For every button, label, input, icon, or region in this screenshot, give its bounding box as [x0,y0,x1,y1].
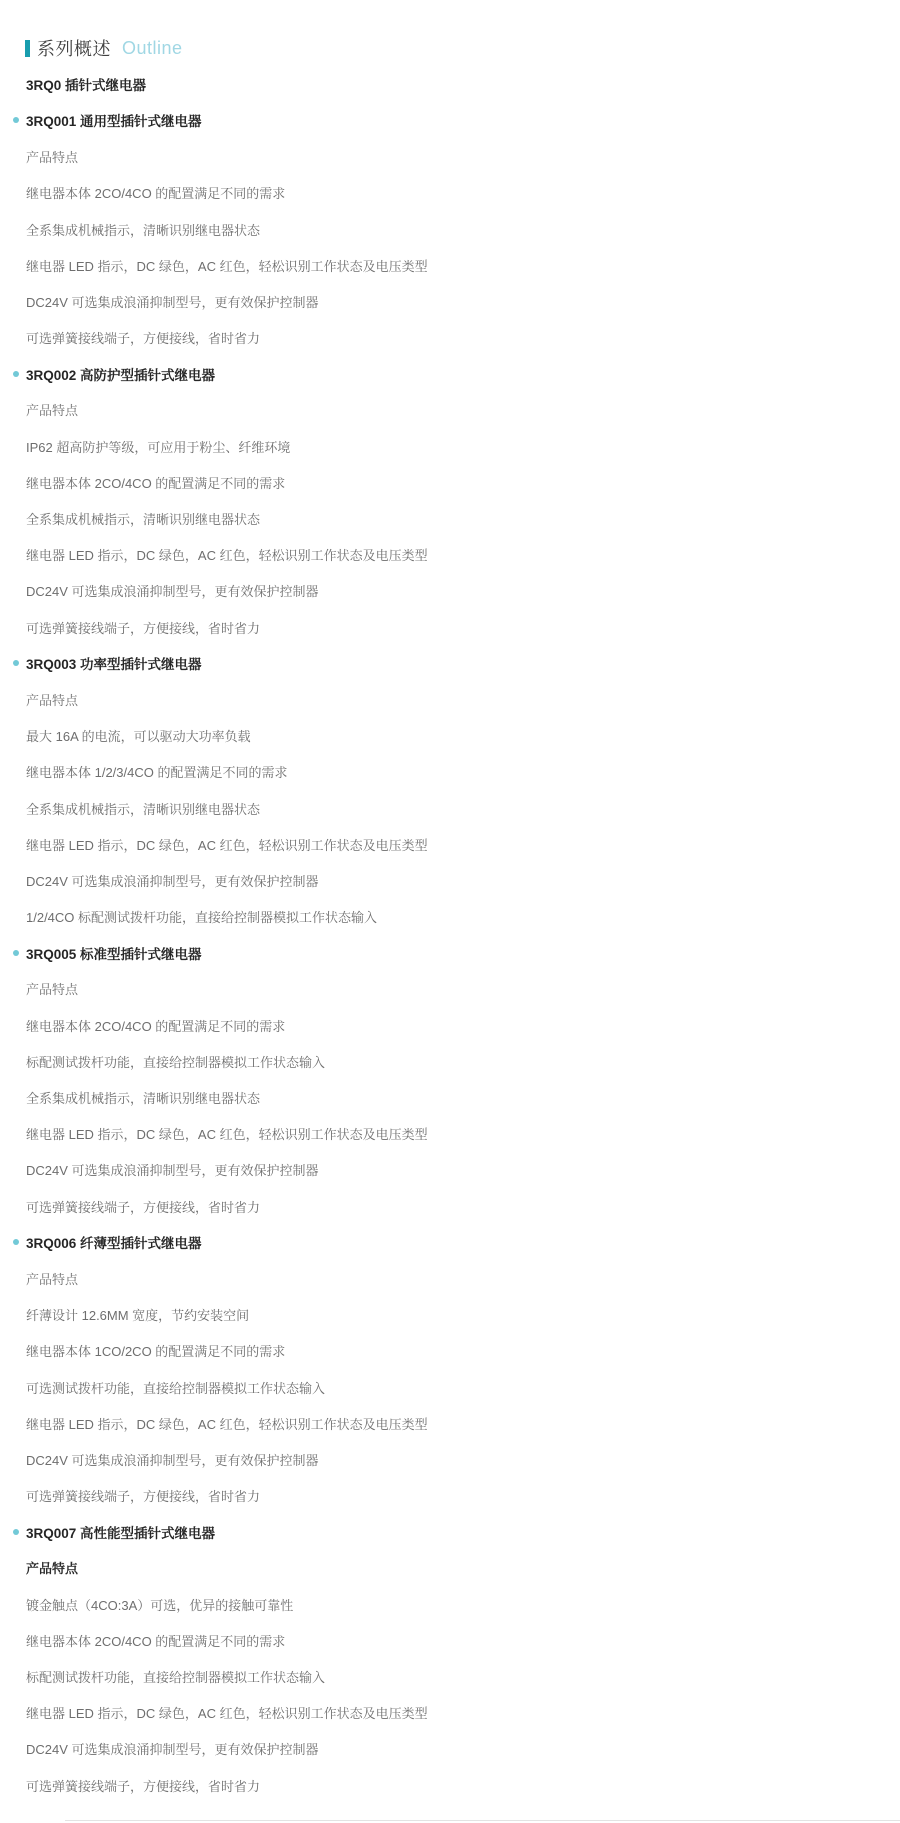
feature-item: DC24V 可选集成浪涌抑制型号，更有效保护控制器 [26,1163,319,1179]
features-list [0,1297,900,1514]
feature-item: 继电器本体 1/2/3/4CO 的配置满足不同的需求 [26,765,288,781]
feature-item: 全系集成机械指示，清晰识别继电器状态 [26,222,261,238]
page-title-en: Outline [122,37,183,58]
feature-item: DC24V 可选集成浪涌抑制型号，更有效保护控制器 [26,294,319,310]
bullet-dot-icon [13,1239,19,1245]
features-list [0,428,900,645]
product-section [0,1224,900,1514]
bullet-dot-icon [13,1529,19,1535]
feature-item: 可选弹簧接线端子，方便接线，省时省力 [26,620,261,636]
section-heading: 3RQ006 纤薄型插针式继电器 [26,1236,202,1252]
section-heading-row [0,1514,900,1550]
feature-item: 镀金触点（4CO:3A）可选，优异的接触可靠性 [26,1597,294,1613]
bottom-divider [65,1820,900,1821]
section-heading-row [0,102,900,138]
feature-item: 可选弹簧接线端子，方便接线，省时省力 [26,1199,261,1215]
bullet-dot-icon [13,117,19,123]
feature-item: 标配测试拨杆功能，直接给控制器模拟工作状态输入 [26,1670,326,1686]
features-list [0,1007,900,1224]
feature-item: 可选弹簧接线端子，方便接线，省时省力 [26,331,261,347]
section-heading-row [0,1224,900,1260]
product-section [0,1514,900,1804]
feature-item: 继电器 LED 指示，DC 绿色，AC 红色，轻松识别工作状态及电压类型 [26,1416,428,1432]
features-label: 产品特点 [26,1561,79,1577]
feature-item: 继电器本体 2CO/4CO 的配置满足不同的需求 [26,186,286,202]
feature-item: 继电器 LED 指示，DC 绿色，AC 红色，轻松识别工作状态及电压类型 [26,1127,428,1143]
feature-item: DC24V 可选集成浪涌抑制型号，更有效保护控制器 [26,1742,319,1758]
features-list [0,718,900,935]
feature-item: 标配测试拨杆功能，直接给控制器模拟工作状态输入 [26,1054,326,1070]
bullet-dot-icon [13,660,19,666]
features-list [0,1586,900,1803]
features-label: 产品特点 [26,403,79,419]
feature-item: 继电器 LED 指示，DC 绿色，AC 红色，轻松识别工作状态及电压类型 [26,548,428,564]
product-section [0,645,900,935]
feature-item: IP62 超高防护等级，可应用于粉尘、纤维环境 [26,439,291,455]
section-heading: 3RQ005 标准型插针式继电器 [26,946,202,962]
section-heading-row [0,645,900,681]
feature-item: 全系集成机械指示，清晰识别继电器状态 [26,512,261,528]
page-title-cn: 系列概述 [37,39,111,60]
feature-item: 最大 16A 的电流，可以驱动大功率负载 [26,729,251,745]
feature-item: 继电器 LED 指示，DC 绿色，AC 红色，轻松识别工作状态及电压类型 [26,258,428,274]
feature-item: 继电器本体 2CO/4CO 的配置满足不同的需求 [26,1633,286,1649]
feature-item: 全系集成机械指示，清晰识别继电器状态 [26,1091,261,1107]
section-heading: 3RQ003 功率型插针式继电器 [26,657,202,673]
features-label: 产品特点 [26,150,79,166]
feature-item: 继电器本体 2CO/4CO 的配置满足不同的需求 [26,475,286,491]
feature-item: 继电器 LED 指示，DC 绿色，AC 红色，轻松识别工作状态及电压类型 [26,1706,428,1722]
features-label: 产品特点 [26,982,79,998]
bullet-dot-icon [13,950,19,956]
section-heading: 3RQ001 通用型插针式继电器 [26,114,202,130]
product-section [0,356,900,646]
section-heading: 3RQ007 高性能型插针式继电器 [26,1525,216,1541]
title-accent-bar-icon [25,40,30,57]
feature-item: 可选测试拨杆功能，直接给控制器模拟工作状态输入 [26,1380,326,1396]
page-title [0,30,900,66]
feature-item: DC24V 可选集成浪涌抑制型号，更有效保护控制器 [26,873,319,889]
feature-item: 纤薄设计 12.6MM 宽度，节约安装空间 [26,1308,250,1324]
feature-item: 可选弹簧接线端子，方便接线，省时省力 [26,1489,261,1505]
feature-item: 全系集成机械指示，清晰识别继电器状态 [26,801,261,817]
feature-item: DC24V 可选集成浪涌抑制型号，更有效保护控制器 [26,584,319,600]
feature-item: DC24V 可选集成浪涌抑制型号，更有效保护控制器 [26,1452,319,1468]
product-sections [0,102,900,1803]
feature-item: 继电器本体 1CO/2CO 的配置满足不同的需求 [26,1344,286,1360]
feature-item: 继电器本体 2CO/4CO 的配置满足不同的需求 [26,1018,286,1034]
features-label: 产品特点 [26,1271,79,1287]
product-section [0,935,900,1225]
feature-item: 继电器 LED 指示，DC 绿色，AC 红色，轻松识别工作状态及电压类型 [26,837,428,853]
features-list [0,175,900,356]
feature-item: 1/2/4CO 标配测试拨杆功能，直接给控制器模拟工作状态输入 [26,910,378,926]
section-heading-row [0,356,900,392]
section-heading: 3RQ002 高防护型插针式继电器 [26,367,216,383]
section-heading-row [0,935,900,971]
product-section [0,102,900,355]
series-family-title: 3RQ0 插针式继电器 [26,78,147,94]
feature-item: 可选弹簧接线端子，方便接线，省时省力 [26,1778,261,1794]
features-label: 产品特点 [26,692,79,708]
bullet-dot-icon [13,371,19,377]
